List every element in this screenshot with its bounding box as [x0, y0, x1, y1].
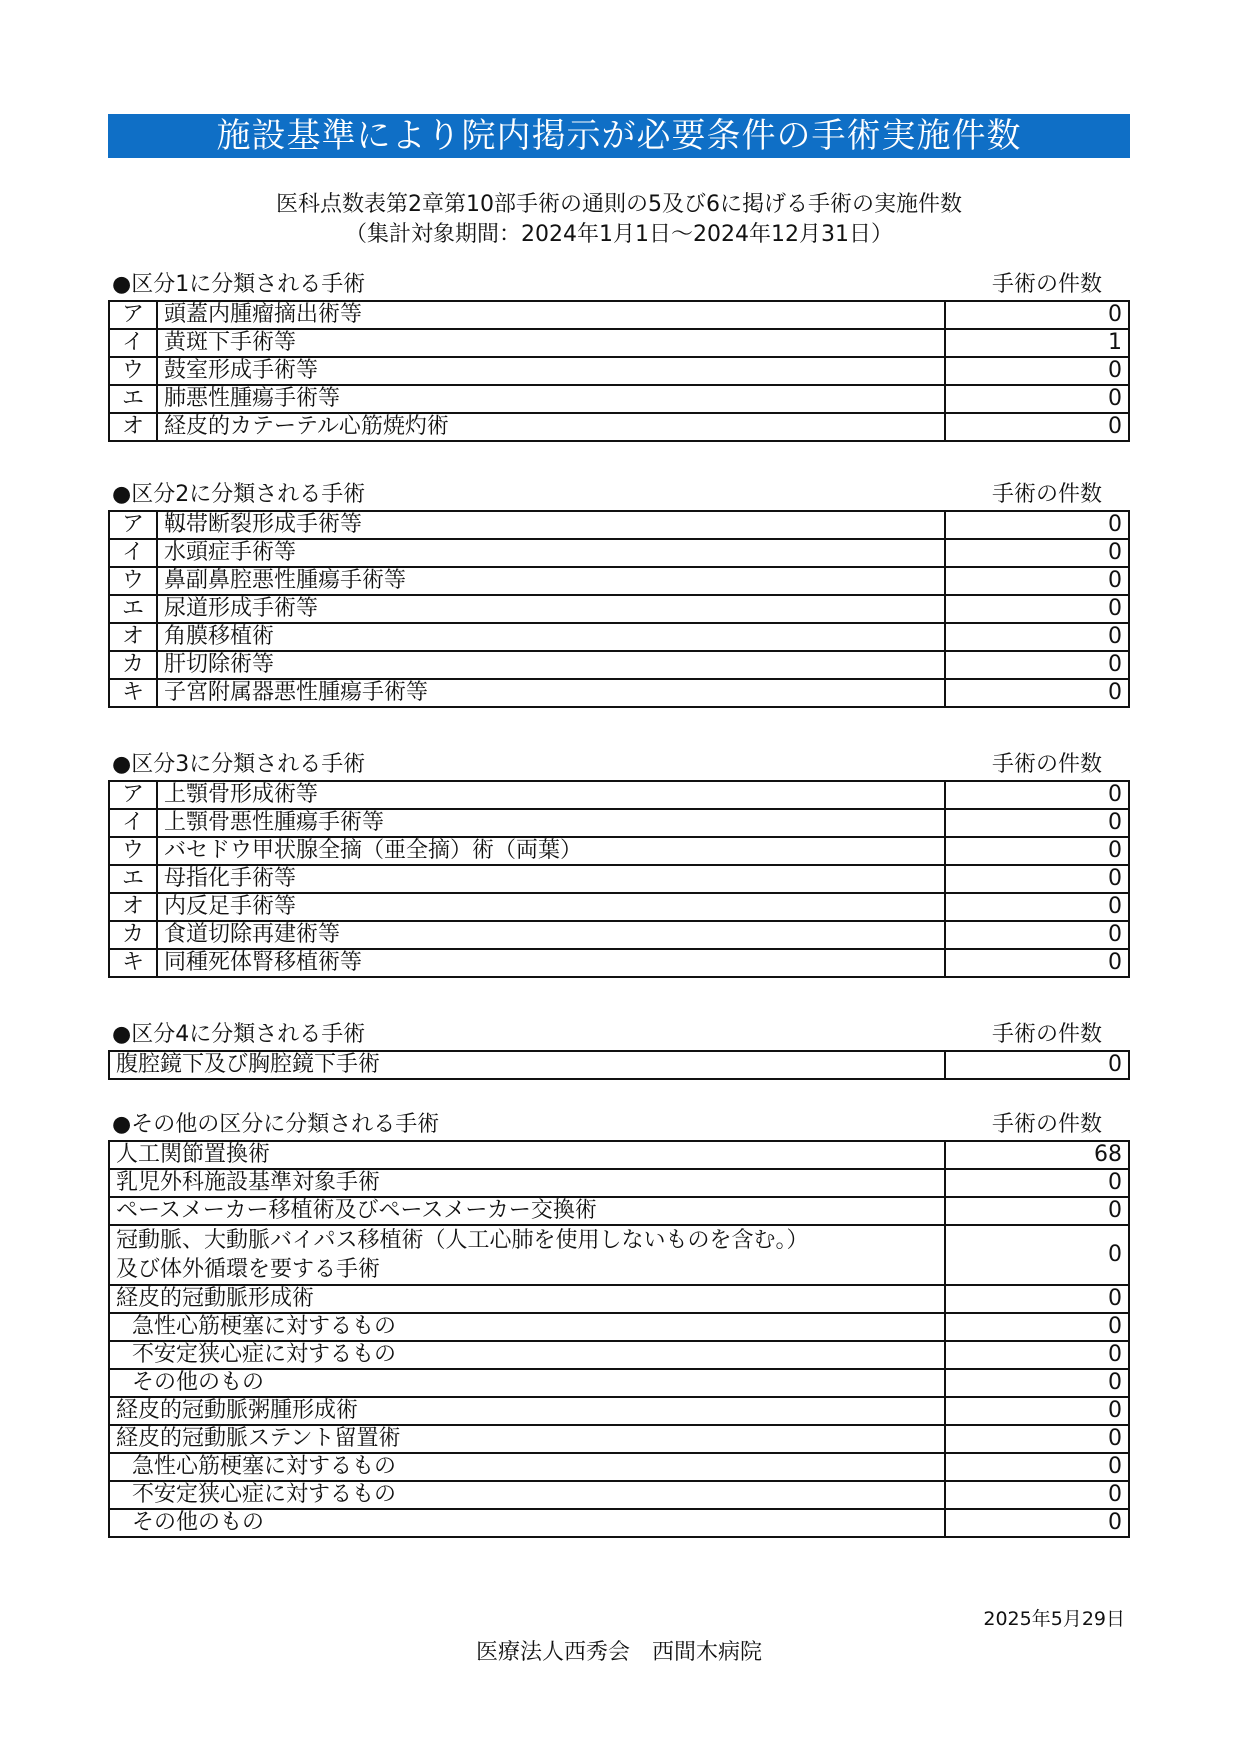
table-row: [109, 1397, 1129, 1425]
surgery-count: 0: [945, 1225, 1129, 1285]
subtitle: [108, 190, 1130, 250]
surgery-name: 同種死体腎移植術等: [157, 949, 945, 977]
row-letter: イ: [109, 809, 157, 837]
row-letter: ア: [109, 301, 157, 329]
table-row: [109, 1369, 1129, 1397]
surgery-name: 経皮的冠動脈粥腫形成術: [109, 1397, 945, 1425]
table-row: [109, 301, 1129, 329]
surgery-name: 角膜移植術: [157, 623, 945, 651]
surgery-subitem-name: 不安定狭心症に対するもの: [109, 1341, 945, 1369]
table-row: [109, 595, 1129, 623]
row-letter: カ: [109, 651, 157, 679]
row-letter: ウ: [109, 357, 157, 385]
surgery-name: バセドウ甲状腺全摘（亜全摘）術（両葉）: [157, 837, 945, 865]
surgery-count: 0: [945, 511, 1129, 539]
surgery-name: 子宮附属器悪性腫瘍手術等: [157, 679, 945, 707]
surgery-table: [108, 300, 1130, 442]
row-letter: エ: [109, 865, 157, 893]
table-row: [109, 809, 1129, 837]
section-title: ●その他の区分に分類される手術: [112, 1112, 440, 1137]
surgery-count: 0: [945, 865, 1129, 893]
surgery-name: 内反足手術等: [157, 893, 945, 921]
surgery-name: 上顎骨悪性腫瘍手術等: [157, 809, 945, 837]
surgery-count: 0: [945, 357, 1129, 385]
surgery-name: 鼓室形成手術等: [157, 357, 945, 385]
subtitle-line-1: 医科点数表第2章第10部手術の通則の5及び6に掲げる手術の実施件数: [276, 192, 962, 217]
row-letter: キ: [109, 679, 157, 707]
surgery-name: 腹腔鏡下及び胸腔鏡下手術: [109, 1051, 945, 1079]
count-column-header: 手術の件数: [991, 482, 1102, 507]
table-row: [109, 1285, 1129, 1313]
table-row: [109, 651, 1129, 679]
surgery-count: 0: [945, 809, 1129, 837]
table-row: [109, 1225, 1129, 1285]
document-date: 2025年5月29日: [983, 1608, 1125, 1630]
row-letter: ア: [109, 781, 157, 809]
section-title: ●区分1に分類される手術: [112, 272, 366, 297]
table-row: [109, 1509, 1129, 1537]
surgery-name-line-1: 冠動脈、大動脈バイパス移植術（人工心肺を使用しないものを含む。）: [116, 1228, 809, 1253]
table-row: [109, 1481, 1129, 1509]
table-row: [109, 385, 1129, 413]
surgery-count: 0: [945, 679, 1129, 707]
count-column-header: 手術の件数: [991, 272, 1102, 297]
table-row: [109, 1453, 1129, 1481]
surgery-count: 0: [945, 1285, 1129, 1313]
surgery-count: 0: [945, 539, 1129, 567]
surgery-name: 上顎骨形成術等: [157, 781, 945, 809]
surgery-count: 0: [945, 1313, 1129, 1341]
table-row: [109, 865, 1129, 893]
table-row: [109, 1051, 1129, 1079]
surgery-subitem-name: 不安定狭心症に対するもの: [109, 1481, 945, 1509]
surgery-count: 0: [945, 893, 1129, 921]
table-row: [109, 329, 1129, 357]
surgery-name: 母指化手術等: [157, 865, 945, 893]
count-column-header: 手術の件数: [991, 1112, 1102, 1137]
surgery-name: 食道切除再建術等: [157, 921, 945, 949]
surgery-count: 1: [945, 329, 1129, 357]
row-letter: ウ: [109, 837, 157, 865]
table-row: [109, 1169, 1129, 1197]
surgery-subitem-name: その他のもの: [109, 1369, 945, 1397]
surgery-count: 0: [945, 1481, 1129, 1509]
surgery-name: 経皮的カテーテル心筋焼灼術: [157, 413, 945, 441]
surgery-name: 経皮的冠動脈形成術: [109, 1285, 945, 1313]
table-row: [109, 921, 1129, 949]
row-letter: カ: [109, 921, 157, 949]
row-letter: ア: [109, 511, 157, 539]
surgery-count: 0: [945, 651, 1129, 679]
table-row: [109, 357, 1129, 385]
table-row: [109, 679, 1129, 707]
surgery-count: 0: [945, 1369, 1129, 1397]
surgery-name: 肺悪性腫瘍手術等: [157, 385, 945, 413]
section-1: [108, 270, 1130, 442]
surgery-name: 人工関節置換術: [109, 1141, 945, 1169]
surgery-count: 0: [945, 385, 1129, 413]
surgery-count: 0: [945, 1341, 1129, 1369]
row-letter: オ: [109, 623, 157, 651]
surgery-name: 黄斑下手術等: [157, 329, 945, 357]
surgery-count: 68: [945, 1141, 1129, 1169]
row-letter: イ: [109, 329, 157, 357]
surgery-name: 靱帯断裂形成手術等: [157, 511, 945, 539]
surgery-name: 尿道形成手術等: [157, 595, 945, 623]
surgery-count: 0: [945, 1197, 1129, 1225]
section-4: [108, 1020, 1130, 1080]
surgery-count: 0: [945, 623, 1129, 651]
section-other: [108, 1110, 1130, 1538]
surgery-count: 0: [945, 301, 1129, 329]
surgery-count: 0: [945, 567, 1129, 595]
section-2: [108, 480, 1130, 708]
table-row: [109, 511, 1129, 539]
table-row: [109, 893, 1129, 921]
table-row: [109, 1141, 1129, 1169]
table-row: [109, 1425, 1129, 1453]
surgery-subitem-name: その他のもの: [109, 1509, 945, 1537]
section-title: ●区分2に分類される手術: [112, 482, 366, 507]
row-letter: キ: [109, 949, 157, 977]
row-letter: ウ: [109, 567, 157, 595]
surgery-count: 0: [945, 837, 1129, 865]
surgery-count: 0: [945, 1425, 1129, 1453]
surgery-name-line-2: 及び体外循環を要する手術: [116, 1257, 381, 1282]
organization-name: 医療法人西秀会 西間木病院: [475, 1640, 762, 1665]
table-row: [109, 623, 1129, 651]
table-row: [109, 1313, 1129, 1341]
surgery-subitem-name: 急性心筋梗塞に対するもの: [109, 1313, 945, 1341]
row-letter: エ: [109, 385, 157, 413]
section-title: ●区分3に分類される手術: [112, 752, 366, 777]
surgery-table: [108, 1050, 1130, 1080]
table-row: [109, 837, 1129, 865]
surgery-name: 水頭症手術等: [157, 539, 945, 567]
surgery-table: [108, 1140, 1130, 1538]
surgery-table: [108, 780, 1130, 978]
surgery-count: 0: [945, 1453, 1129, 1481]
table-row: [109, 949, 1129, 977]
table-row: [109, 539, 1129, 567]
section-title: ●区分4に分類される手術: [112, 1022, 366, 1047]
count-column-header: 手術の件数: [991, 1022, 1102, 1047]
surgery-count: 0: [945, 949, 1129, 977]
surgery-count: 0: [945, 1169, 1129, 1197]
subtitle-line-2: （集計対象期間：2024年1月1日～2024年12月31日）: [345, 222, 893, 247]
surgery-count: 0: [945, 413, 1129, 441]
row-letter: イ: [109, 539, 157, 567]
surgery-table: [108, 510, 1130, 708]
surgery-subitem-name: 急性心筋梗塞に対するもの: [109, 1453, 945, 1481]
surgery-count: 0: [945, 781, 1129, 809]
table-row: [109, 1341, 1129, 1369]
surgery-name: 頭蓋内腫瘤摘出術等: [157, 301, 945, 329]
surgery-name: 肝切除術等: [157, 651, 945, 679]
row-letter: エ: [109, 595, 157, 623]
row-letter: オ: [109, 413, 157, 441]
page-title: 施設基準により院内掲示が必要条件の手術実施件数: [108, 114, 1130, 158]
row-letter: オ: [109, 893, 157, 921]
surgery-name: ペースメーカー移植術及びペースメーカー交換術: [109, 1197, 945, 1225]
table-row: [109, 567, 1129, 595]
surgery-name: [109, 1225, 945, 1285]
surgery-name: 経皮的冠動脈ステント留置術: [109, 1425, 945, 1453]
table-row: [109, 413, 1129, 441]
count-column-header: 手術の件数: [991, 752, 1102, 777]
surgery-count: 0: [945, 1509, 1129, 1537]
surgery-name: 鼻副鼻腔悪性腫瘍手術等: [157, 567, 945, 595]
section-3: [108, 750, 1130, 978]
table-row: [109, 781, 1129, 809]
surgery-name: 乳児外科施設基準対象手術: [109, 1169, 945, 1197]
surgery-count: 0: [945, 595, 1129, 623]
surgery-count: 0: [945, 1051, 1129, 1079]
surgery-count: 0: [945, 1397, 1129, 1425]
table-row: [109, 1197, 1129, 1225]
surgery-count: 0: [945, 921, 1129, 949]
